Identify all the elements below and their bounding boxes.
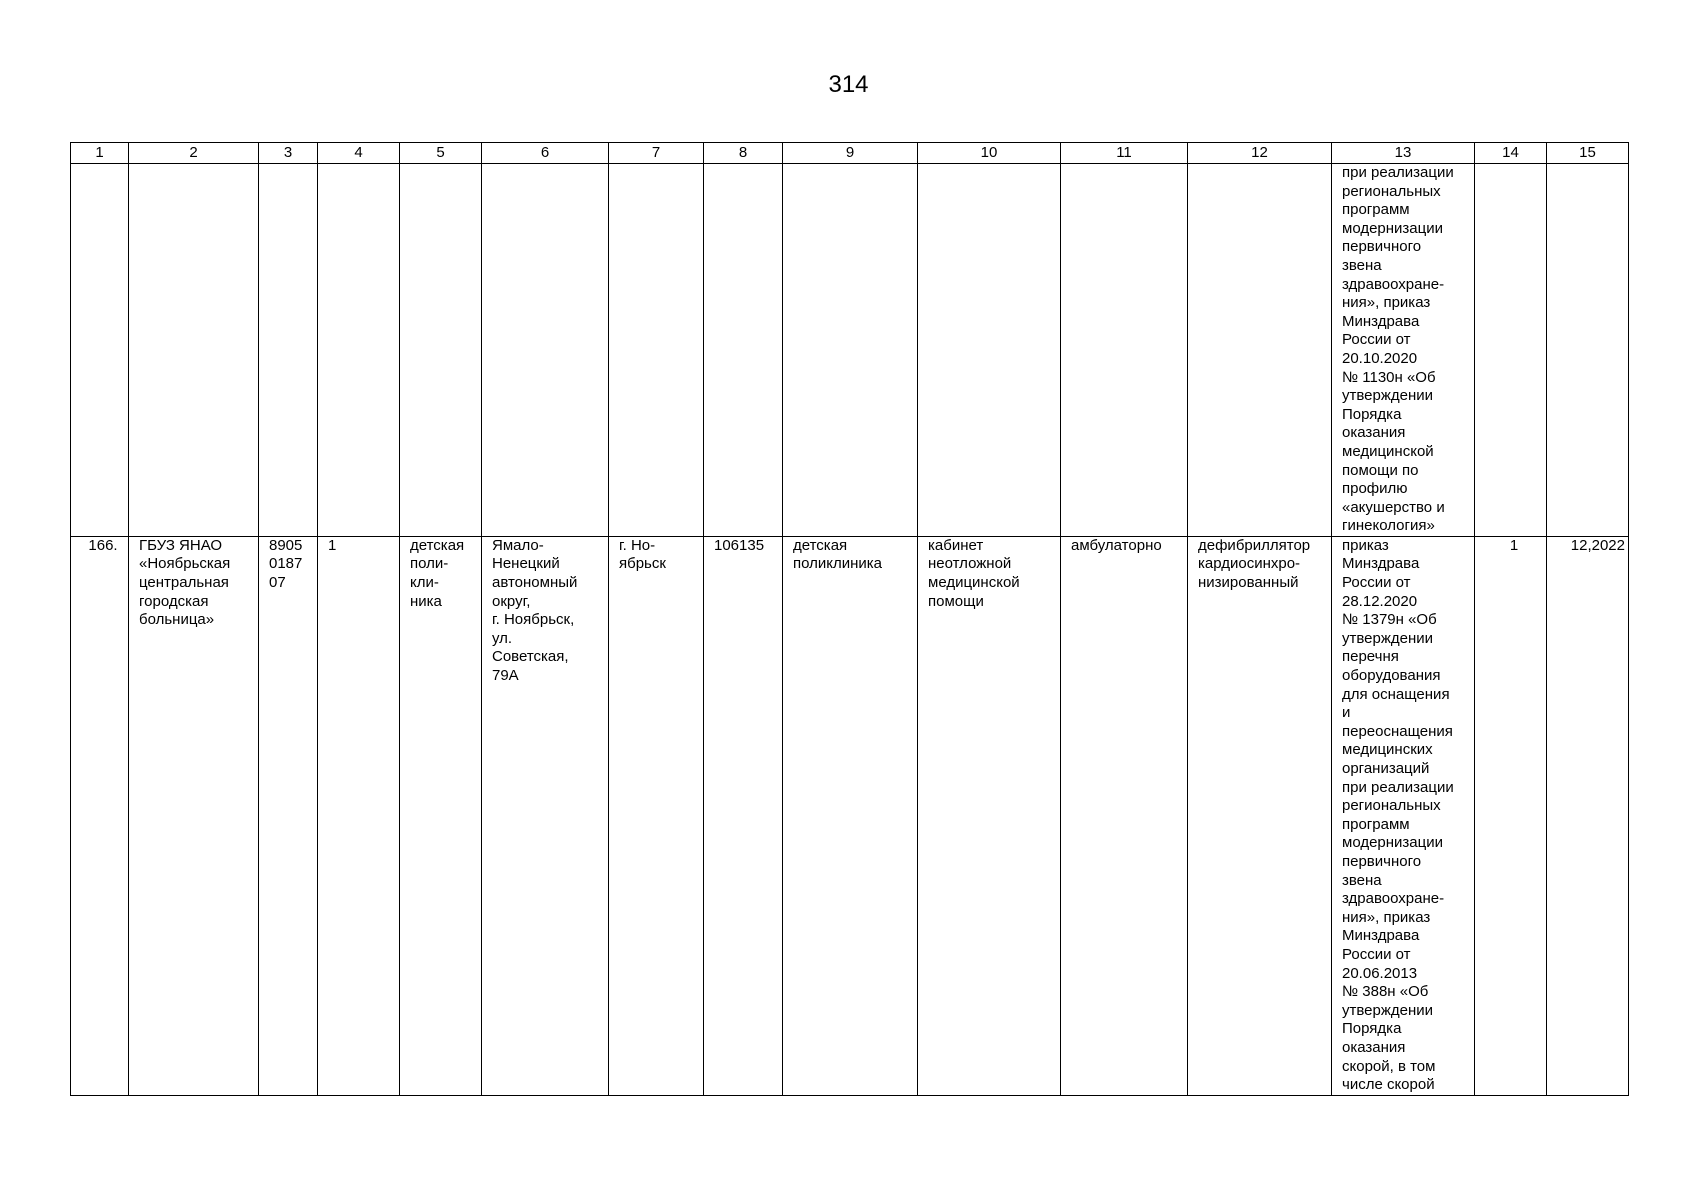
city-cell: г. Но- ябрьск bbox=[609, 536, 704, 1095]
column-number: 2 bbox=[129, 143, 259, 164]
table-cell bbox=[318, 164, 400, 537]
equipment-table bbox=[70, 142, 1629, 1096]
legal-basis-cell: приказ Минздрава России от 28.12.2020 № 1379н «Об утверждении перечня оборудования для оснащения и переоснащения медицинских организаций при реализации региональных программ модернизации первичного звена здравоохране- ния», приказ Минздрава России от 20.06.2013 № 388н «Об утверждении Порядка оказания скорой, в том числе скорой bbox=[1332, 536, 1475, 1095]
care-form-cell: амбулаторно bbox=[1061, 536, 1188, 1095]
column-number: 10 bbox=[918, 143, 1061, 164]
unit-cell: детская поликлиника bbox=[783, 536, 918, 1095]
table-row bbox=[71, 536, 1629, 1095]
column-number: 5 bbox=[400, 143, 482, 164]
table-cell bbox=[482, 164, 609, 537]
address-cell: Ямало- Ненецкий автономный округ, г. Ноябрьск, ул. Советская, 79А bbox=[482, 536, 609, 1095]
row-number-cell: 166. bbox=[71, 536, 129, 1095]
table-cell bbox=[1061, 164, 1188, 537]
table-row bbox=[71, 164, 1629, 537]
column-number: 4 bbox=[318, 143, 400, 164]
column-number: 15 bbox=[1547, 143, 1629, 164]
column-number: 9 bbox=[783, 143, 918, 164]
column-number: 6 bbox=[482, 143, 609, 164]
table-cell bbox=[783, 164, 918, 537]
column-number: 12 bbox=[1188, 143, 1332, 164]
quantity-cell: 1 bbox=[1475, 536, 1547, 1095]
table-cell: 1 bbox=[318, 536, 400, 1095]
column-number: 14 bbox=[1475, 143, 1547, 164]
table-cell bbox=[400, 164, 482, 537]
organization-cell: ГБУЗ ЯНАО «Ноябрьская центральная городская больница» bbox=[129, 536, 259, 1095]
column-number-row bbox=[71, 143, 1629, 164]
table-cell bbox=[609, 164, 704, 537]
column-number: 3 bbox=[259, 143, 318, 164]
legal-basis-cell: при реализации региональных программ модернизации первичного звена здравоохране- ния», приказ Минздрава России от 20.10.2020 № 1130н «Об утверждении Порядка оказания медицинской помощи по профилю «акушерство и гинекология» bbox=[1332, 164, 1475, 537]
column-number: 11 bbox=[1061, 143, 1188, 164]
table-cell bbox=[1547, 164, 1629, 537]
column-number: 7 bbox=[609, 143, 704, 164]
table-cell bbox=[704, 164, 783, 537]
column-number: 1 bbox=[71, 143, 129, 164]
inn-cell: 8905 0187 07 bbox=[259, 536, 318, 1095]
column-number: 8 bbox=[704, 143, 783, 164]
date-cell: 12,2022 bbox=[1547, 536, 1629, 1095]
facility-type-cell: детская поли- кли- ника bbox=[400, 536, 482, 1095]
table-cell bbox=[71, 164, 129, 537]
page-number: 314 bbox=[828, 71, 869, 98]
table-cell bbox=[1475, 164, 1547, 537]
code-cell: 106135 bbox=[704, 536, 783, 1095]
column-number: 13 bbox=[1332, 143, 1475, 164]
room-cell: кабинет неотложной медицинской помощи bbox=[918, 536, 1061, 1095]
table-cell bbox=[259, 164, 318, 537]
table-cell bbox=[918, 164, 1061, 537]
equipment-cell: дефибриллятор кардиосинхро- низированный bbox=[1188, 536, 1332, 1095]
table-cell bbox=[1188, 164, 1332, 537]
table-cell bbox=[129, 164, 259, 537]
